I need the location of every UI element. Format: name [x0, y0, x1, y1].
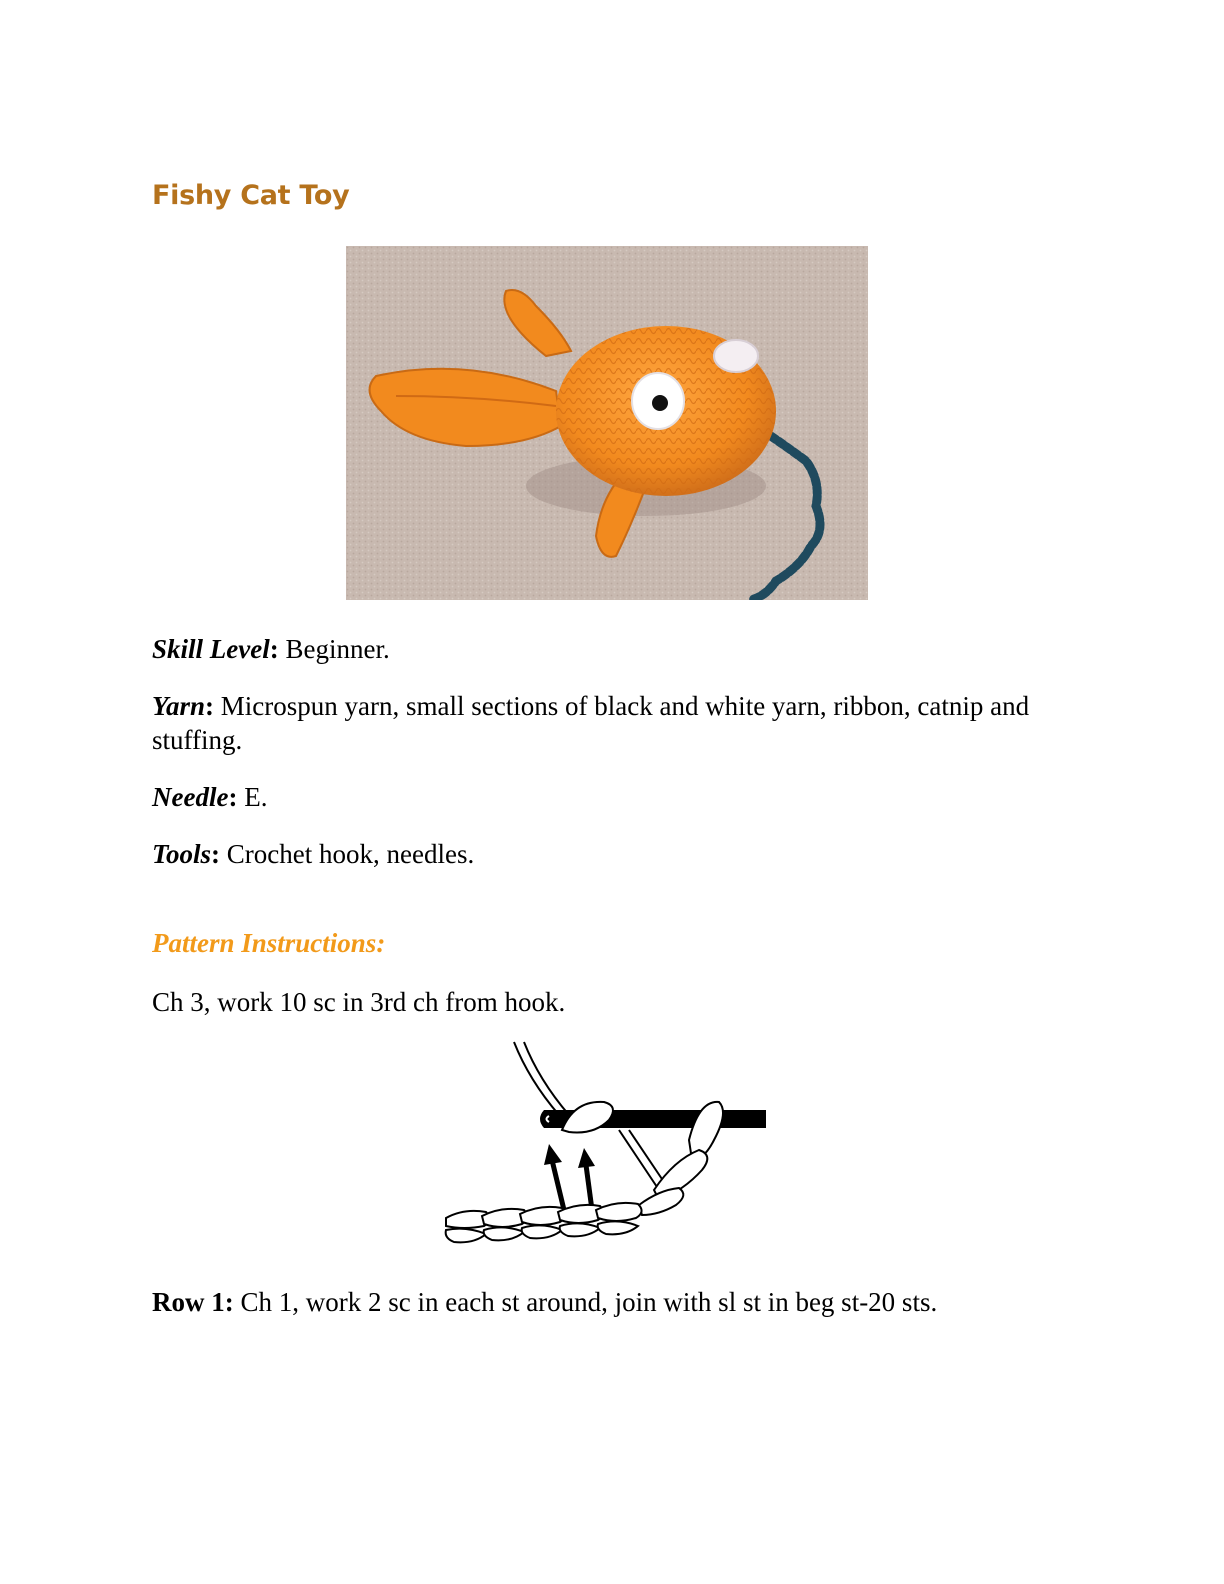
- tools-colon: :: [211, 839, 221, 869]
- row-1-text: Ch 1, work 2 sc in each st around, join with sl st in beg st-20 sts.: [233, 1287, 938, 1317]
- row-1-instruction: [152, 1285, 1072, 1319]
- tools-label: Tools: [152, 839, 212, 869]
- skill-level-label: Skill Level: [152, 634, 270, 664]
- skill-level-colon: :: [269, 634, 279, 664]
- yarn-line: [152, 689, 1072, 757]
- pattern-instructions-heading: Pattern Instructions:: [152, 928, 386, 958]
- needle-value: E.: [237, 782, 268, 812]
- yarn-label: Yarn: [152, 691, 206, 721]
- crochet-fish-toy-photo: [346, 246, 868, 600]
- yarn-value: Microspun yarn, small sections of black and white yarn, ribbon, catnip and stuffing.: [152, 691, 1030, 755]
- needle-colon: :: [228, 782, 238, 812]
- crochet-hook-stitch-diagram: [444, 1040, 770, 1250]
- row-1-label: Row 1:: [152, 1287, 234, 1317]
- tools-value: Crochet hook, needles.: [220, 839, 475, 869]
- tools-line: [152, 837, 1072, 871]
- needle-line: [152, 780, 1072, 814]
- needle-label: Needle: [152, 782, 229, 812]
- page-title: Fishy Cat Toy: [152, 180, 350, 211]
- step-intro: Ch 3, work 10 sc in 3rd ch from hook.: [152, 987, 566, 1017]
- skill-level-value: Beginner.: [278, 634, 390, 664]
- yarn-colon: :: [205, 691, 215, 721]
- skill-level-line: [152, 632, 1072, 666]
